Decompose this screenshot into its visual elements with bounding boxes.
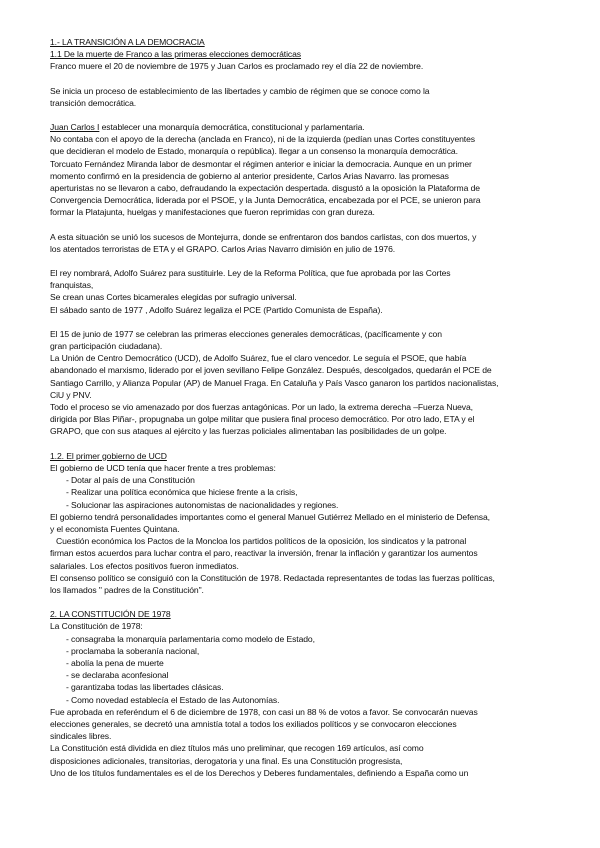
list-item: - proclamaba la soberanía nacional,: [66, 645, 200, 656]
paragraph-line: dirigida por Blas Piñar-, propugnaba un golpe militar que pusiera final proceso democrático. Por otro lado, ETA y el: [50, 414, 475, 425]
paragraph-line: Uno de los títulos fundamentales es el de los Derechos y Deberes fundamentales, definiendo a España como un: [50, 767, 469, 778]
paragraph-line: sindicales libres.: [50, 731, 112, 742]
paragraph-line: aperturistas no se llevaron a cabo, defraudando la expectación despertada. disgustó a la oposición la Plataforma de: [50, 183, 480, 194]
paragraph-line: GRAPO, que con sus ataques al ejército y las fuerzas policiales alimentaban las posibilidades de un golpe.: [50, 426, 447, 437]
paragraph-line: que decidieran el modelo de Estado, monarquía o república). llegar a un consenso la monarquía democrática.: [50, 146, 458, 157]
paragraph-line: franquistas,: [50, 280, 94, 291]
paragraph-line: abandonado el marxismo, liderado por el joven sevillano Felipe González. Después, descolgados, quedarán el PCE de: [50, 365, 492, 376]
paragraph-line: salariales. Los efectos positivos fueron inmediatos.: [50, 560, 239, 571]
paragraph-line: No contaba con el apoyo de la derecha (anclada en Franco), ni de la izquierda (pedían unas Cortes constituyentes: [50, 134, 475, 145]
paragraph-line: La Constitución está dividida en diez títulos más uno preliminar, que recogen 169 artículos, así como: [50, 743, 424, 754]
paragraph-line: El sábado santo de 1977 , Adolfo Suárez legaliza el PCE (Partido Comunista de España).: [50, 304, 383, 315]
list-item: - Como novedad establecía el Estado de las Autonomías.: [66, 694, 280, 705]
paragraph-line: El gobierno tendrá personalidades importantes como el general Manuel Gutiérrez Mellado en el ministerio de Defensa,: [50, 511, 490, 522]
paragraph-line: El rey nombrará, Adolfo Suárez para sustituirle. Ley de la Reforma Política, que fue aprobada por las Cortes: [50, 268, 451, 279]
paragraph-line: El gobierno de UCD tenía que hacer frente a tres problemas:: [50, 462, 276, 473]
paragraph-line: Franco muere el 20 de noviembre de 1975 y Juan Carlos es proclamado rey el día 22 de noviembre.: [50, 61, 424, 72]
list-item: - abolía la pena de muerte: [66, 657, 164, 668]
paragraph-line: El 15 de junio de 1977 se celebran las primeras elecciones generales democráticas, (pacíficamente y con: [50, 328, 442, 339]
paragraph-line: formar la Platajunta, huelgas y manifestaciones que fueron reprimidas con gran dureza.: [50, 207, 375, 218]
paragraph-line: Fue aprobada en referéndum el 6 de diciembre de 1978, con casi un 88 % de votos a favor. Se convocarán nuevas: [50, 706, 478, 717]
paragraph-line: La Unión de Centro Democrático (UCD), de Adolfo Suárez, fue el claro vencedor. Le seguía el PSOE, que había: [50, 353, 467, 364]
paragraph-line: firman estos acuerdos para luchar contra el paro, reactivar la inversión, frenar la inflación y garantizar los aumentos: [50, 548, 478, 559]
paragraph-line: momento confirmó en la presidencia de gobierno al anterior presidente, Carlos Arias Navarro. las promesas: [50, 170, 449, 181]
paragraph-line: elecciones generales, se decretó una amnistía total a todos los exiliados políticos y se convocaron elecciones: [50, 718, 457, 729]
list-item: - se declaraba aconfesional: [66, 670, 169, 681]
list-item: - consagraba la monarquía parlamentaria como modelo de Estado,: [66, 633, 315, 644]
paragraph-line: A esta situación se unió los sucesos de Montejurra, donde se enfrentaron dos bandos carlistas, con dos muertos, y: [50, 231, 477, 242]
paragraph-line: El consenso político se consiguió con la Constitución de 1978. Redactada representantes de todas las fuerzas políticas,: [50, 572, 495, 583]
paragraph-line: Juan Carlos I establecer una monarquía democrática, constitucional y parlamentaria.: [50, 122, 365, 133]
paragraph-line: Se crean unas Cortes bicamerales elegidas por sufragio universal.: [50, 292, 297, 303]
paragraph-line: Santiago Carrillo, y Alianza Popular (AP) de Manuel Fraga. En Cataluña y País Vasco ganaron los partidos nacionalistas,: [50, 377, 499, 388]
section-subtitle: 1.1 De la muerte de Franco a las primeras elecciones democráticas: [50, 49, 301, 60]
juan-carlos-link: Juan Carlos I: [50, 122, 100, 133]
paragraph-line: disposiciones adicionales, transitorias, derogatoria y una final. Es una Constitución progresista,: [50, 755, 403, 766]
section-title: 1.- LA TRANSICIÓN A LA DEMOCRACIA: [50, 37, 205, 47]
list-item: - Realizar una política económica que hiciese frente a la crisis,: [66, 487, 298, 498]
paragraph-line: Todo el proceso se vio amenazado por dos fuerzas antagónicas. Por un lado, la extrema derecha –Fuerza Nueva,: [50, 402, 473, 413]
section-title: 2. LA CONSTITUCIÓN DE 1978: [50, 609, 171, 620]
paragraph-line: Se inicia un proceso de establecimiento de las libertades y cambio de régimen que se conoce como la: [50, 85, 430, 96]
paragraph-line: los atentados terroristas de ETA y el GRAPO. Carlos Arias Navarro dimisión en julio de 1976.: [50, 243, 396, 254]
paragraph-line: gran participación ciudadana).: [50, 341, 163, 352]
list-item: - garantizaba todas las libertades clásicas.: [66, 682, 224, 693]
section-title: 1.2. El primer gobierno de UCD: [50, 450, 167, 461]
paragraph-line: los llamados " padres de la Constitución".: [50, 584, 204, 595]
paragraph-line: Convergencia Democrática, liderada por el PSOE, y la Junta Democrática, encabezada por el PCE, se unieron para: [50, 195, 481, 206]
paragraph-line: transición democrática.: [50, 97, 137, 108]
list-item: - Solucionar las aspiraciones autonomistas de nacionalidades y regiones.: [66, 499, 339, 510]
paragraph-line: CiU y PNV.: [50, 389, 92, 400]
paragraph-line: Torcuato Fernández Miranda labor de desmontar el régimen anterior e iniciar la democracia. Aunque en un primer: [50, 158, 472, 169]
paragraph-line: Cuestión económica los Pactos de la Moncloa los partidos políticos de la oposición, los sindicatos y la patronal: [56, 536, 467, 547]
paragraph-line: La Constitución de 1978:: [50, 621, 143, 632]
list-item: - Dotar al país de una Constitución: [66, 475, 195, 486]
paragraph-line: y el economista Fuentes Quintana.: [50, 523, 180, 534]
document-page: [50, 36, 560, 779]
